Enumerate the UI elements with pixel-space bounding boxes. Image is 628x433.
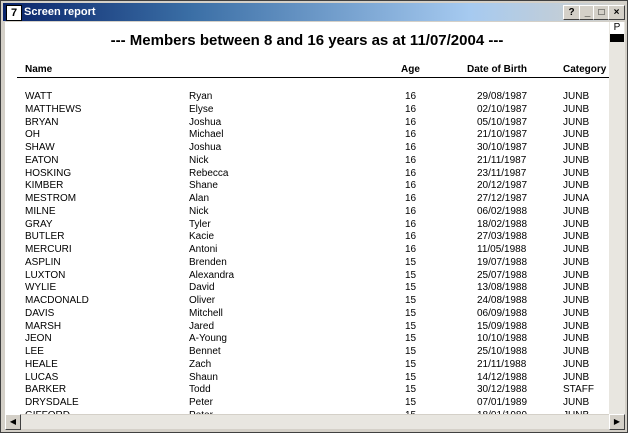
cell-dob: 10/10/1988 [477,333,528,345]
cell-category: JUNB [563,167,590,179]
cell-dob: 05/10/1987 [477,116,528,128]
cell-firstname: Alan [189,193,210,204]
table-row [5,244,609,257]
cell-firstname: Shane [189,180,218,192]
vertical-scroll-thumb[interactable] [610,34,624,42]
cell-age: 16 [405,91,417,102]
table-row [5,91,609,104]
cell-surname: LUXTON [25,269,66,281]
cell-age: 16 [405,167,417,179]
cell-surname: BRYAN [25,116,59,128]
cell-category: JUNB [563,129,590,141]
cell-dob: 14/12/1988 [477,371,528,383]
table-row [5,129,609,142]
cell-age: 16 [405,180,417,192]
cell-firstname: Antoni [189,244,218,255]
cell-category: JUNB [563,142,590,153]
cell-dob: 27/12/1987 [477,193,528,204]
cell-age: 15 [405,358,417,370]
cell-surname: WYLIE [25,282,57,294]
scroll-page-label: P [610,22,624,34]
cell-dob: 15/09/1988 [477,320,528,332]
table-row [5,359,609,372]
cell-age: 15 [405,320,417,332]
title-bar[interactable] [3,3,625,21]
cell-dob: 23/11/1987 [477,167,527,179]
cell-age: 15 [405,269,417,281]
cell-age: 16 [405,218,417,230]
cell-surname: OH [25,129,40,141]
cell-dob: 21/11/1988 [477,358,527,370]
cell-surname: EATON [25,154,59,166]
cell-category: JUNA [563,193,590,204]
cell-firstname: David [189,282,215,294]
cell-firstname: Michael [189,129,224,141]
cell-firstname: Alexandra [189,269,235,281]
cell-firstname: Nick [189,154,209,166]
cell-firstname: Todd [189,384,211,396]
cell-firstname: Jared [189,320,215,332]
cell-surname: MARSH [25,320,62,332]
report-heading: --- Members between 8 and 16 years as at 11/07/2004 --- [110,32,504,49]
cell-dob: 07/01/1989 [477,397,528,408]
cell-dob: 25/10/1988 [477,346,528,357]
table-row [5,117,609,130]
cell-firstname: Brenden [189,256,227,268]
cell-category: JUNB [563,397,590,408]
table-row [5,270,609,283]
table-row [5,321,609,334]
cell-age: 15 [405,384,417,396]
cell-firstname: Tyler [189,218,211,230]
table-row [5,104,609,117]
table-row [5,206,609,219]
cell-firstname: Bennet [189,346,221,357]
cell-dob: 29/08/1987 [477,91,528,102]
cell-category: JUNB [563,180,590,192]
cell-age: 15 [405,295,417,306]
cell-firstname: Oliver [189,295,216,306]
vertical-scrollbar[interactable] [609,22,625,414]
table-row [5,308,609,321]
scroll-right-arrow-icon[interactable]: ▶ [609,414,625,430]
table-row [5,180,609,193]
cell-firstname: Kacie [189,231,215,243]
table-row [5,384,609,397]
cell-surname: MESTROM [25,193,77,204]
cell-firstname: Ryan [189,91,213,102]
cell-category: JUNB [563,205,590,217]
maximize-button[interactable]: □ [593,5,610,20]
cell-category: JUNB [563,307,590,319]
cell-surname: MERCURI [25,244,72,255]
cell-age: 15 [405,256,417,268]
cell-dob: 06/02/1988 [477,205,528,217]
cell-firstname: Joshua [189,116,222,128]
cell-surname: HEALE [25,358,58,370]
cell-category: JUNB [563,218,590,230]
cell-category: JUNB [563,231,590,243]
cell-age: 16 [405,154,417,166]
cell-category: JUNB [563,320,590,332]
horizontal-scrollbar[interactable] [5,414,625,430]
cell-dob: 27/03/1988 [477,231,528,243]
minimize-button[interactable]: _ [579,5,596,20]
app-icon[interactable]: 7 [6,5,22,21]
horizontal-scroll-track[interactable] [21,415,609,429]
cell-age: 16 [405,205,417,217]
cell-firstname: Mitchell [189,307,223,319]
cell-age: 16 [405,231,417,243]
cell-surname: KIMBER [25,180,64,192]
cell-age: 15 [405,333,417,345]
col-header-dob: Date of Birth [467,64,527,75]
table-row [5,219,609,232]
cell-firstname: Zach [189,358,212,370]
cell-age: 16 [405,142,417,153]
cell-dob: 20/12/1987 [477,180,528,192]
cell-age: 16 [405,244,417,255]
scroll-left-arrow-icon[interactable]: ◀ [5,414,21,430]
table-row [5,333,609,346]
cell-dob: 25/07/1988 [477,269,528,281]
cell-dob: 02/10/1987 [477,103,528,115]
cell-surname: HOSKING [25,167,72,179]
cell-age: 15 [405,397,417,408]
cell-surname: JEON [25,333,52,345]
table-row [5,231,609,244]
cell-surname: WATT [25,91,53,102]
close-button[interactable]: × [608,5,625,20]
cell-surname: GRAY [25,218,53,230]
table-row [5,142,609,155]
cell-dob: 24/08/1988 [477,295,528,306]
cell-category: JUNB [563,295,590,306]
cell-surname: DRYSDALE [25,397,79,408]
cell-age: 16 [405,193,417,204]
cell-age: 16 [405,103,417,115]
cell-category: JUNB [563,154,590,166]
cell-category: JUNB [563,358,590,370]
header-divider [17,77,609,78]
cell-dob: 13/08/1988 [477,282,528,294]
window-title: Screen report [24,6,96,18]
cell-surname: BARKER [25,384,67,396]
cell-surname: ASPLIN [25,256,61,268]
cell-surname: MACDONALD [25,295,89,306]
cell-dob: 21/11/1987 [477,154,527,166]
col-header-category: Category [563,64,607,75]
cell-dob: 30/12/1988 [477,384,528,396]
cell-dob: 11/05/1988 [477,244,527,255]
cell-category: STAFF [563,384,594,396]
cell-age: 16 [405,129,417,141]
table-row [5,168,609,181]
table-row [5,346,609,359]
cell-surname: MILNE [25,205,56,217]
table-row [5,295,609,308]
cell-category: JUNB [563,116,590,128]
table-row [5,257,609,270]
cell-surname: MATTHEWS [25,103,82,115]
cell-dob: 19/07/1988 [477,256,528,268]
col-header-name: Name [25,64,53,75]
cell-firstname: Joshua [189,142,222,153]
cell-surname: BUTLER [25,231,65,243]
cell-dob: 30/10/1987 [477,142,528,153]
cell-surname: SHAW [25,142,55,153]
cell-surname: DAVIS [25,307,55,319]
cell-firstname: Nick [189,205,209,217]
cell-category: JUNB [563,256,590,268]
table-row [5,193,609,206]
cell-surname: LUCAS [25,371,59,383]
cell-age: 15 [405,282,417,294]
cell-category: JUNB [563,371,590,383]
report-area [5,22,609,414]
cell-firstname: Peter [189,397,213,408]
cell-category: JUNB [563,103,590,115]
col-header-age: Age [401,64,420,75]
cell-firstname: Rebecca [189,167,229,179]
cell-category: JUNB [563,269,590,281]
cell-age: 15 [405,307,417,319]
cell-age: 16 [405,116,417,128]
table-row [5,372,609,385]
cell-firstname: Shaun [189,371,218,383]
cell-category: JUNB [563,91,590,102]
cell-category: JUNB [563,244,590,255]
cell-dob: 18/02/1988 [477,218,528,230]
cell-dob: 21/10/1987 [477,129,528,141]
cell-category: JUNB [563,333,590,345]
cell-age: 15 [405,371,417,383]
cell-age: 15 [405,346,417,357]
cell-surname: LEE [25,346,44,357]
cell-firstname: A-Young [189,333,227,345]
cell-firstname: Elyse [189,103,214,115]
table-row [5,155,609,168]
cell-category: JUNB [563,346,590,357]
help-button[interactable]: ? [563,5,580,20]
cell-dob: 06/09/1988 [477,307,528,319]
cell-category: JUNB [563,282,590,294]
table-row [5,282,609,295]
table-row [5,397,609,410]
